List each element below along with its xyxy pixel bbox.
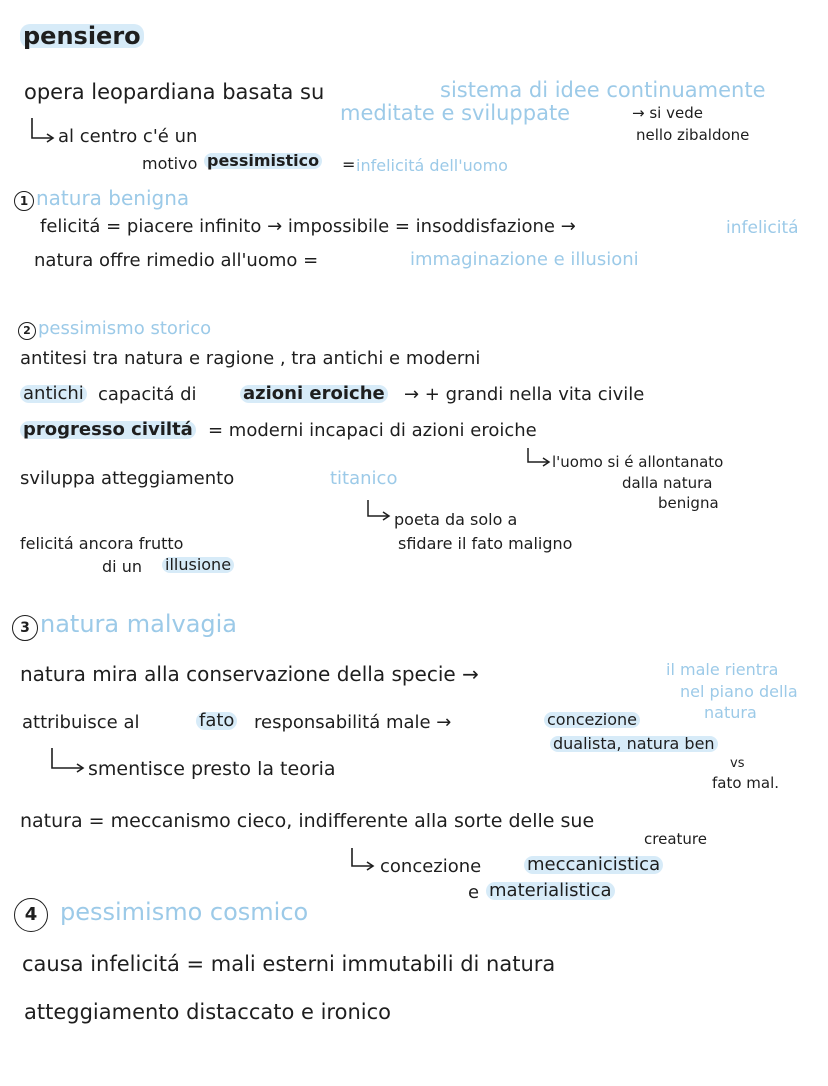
s1-line-2b: immaginazione e illusioni [410,249,639,270]
s2-line-2a: antichi [20,385,87,403]
section-4-heading [14,898,308,932]
s1-line-2a: natura offre rimedio all'uomo = [34,250,319,271]
s3-concept-k1: concezione [380,856,482,877]
intro-line-4c: = [342,155,356,174]
intro-line-4b: pessimistico [204,153,322,169]
page-title: pensiero [20,24,144,48]
intro-note-1: → si vede [632,104,703,122]
section-2-number: 2 [18,322,36,340]
intro-line-4a: motivo [142,154,198,173]
s2-felicity-2a: di un [102,557,142,576]
s2-note-3: benigna [658,494,719,512]
s3-concept-k3: e [468,882,480,903]
s1-line-1a: felicitá = piacere infinito → impossibile = insoddisfazione → [40,216,576,237]
s2-felicity-1: felicitá ancora frutto [20,534,184,553]
s3-note-1: il male rientra [666,660,779,679]
s1-line-1b: infelicitá [726,218,799,238]
intro-note-2: nello zibaldone [636,126,750,144]
s2-line-2b: capacitá di [98,384,197,405]
intro-line-1b: sistema di idee continuamente [440,78,766,102]
s2-line-2c: azioni eroiche [240,385,388,403]
section-4-title: pessimismo cosmico [60,898,309,926]
s2-line-3a: progresso civiltá [20,421,196,439]
section-3-title: natura malvagia [40,610,238,638]
s2-line-2d: → + grandi nella vita civile [404,384,645,405]
section-2-title: pessimismo storico [38,318,212,339]
intro-line-4d: infelicitá dell'uomo [356,156,508,175]
s3-concept-k2: meccanicistica [524,856,663,874]
s2-line-4b: titanico [330,468,398,489]
section-1-title: natura benigna [36,186,190,210]
s3-line-2c: responsabilitá male → [254,712,452,733]
s3-line-1a: natura mira alla conservazione della specie → [20,662,479,686]
s3-line-3: smentisce presto la teoria [88,758,336,780]
s2-note-1: l'uomo si é allontanato [552,453,724,471]
s2-line-3b: = moderni incapaci di azioni eroiche [208,420,537,441]
s3-concept-3: vs [730,756,745,771]
s3-concept-k4: materialistica [486,882,615,900]
s2-line-4a: sviluppa atteggiamento [20,468,235,489]
s4-line-1: causa infelicitá = mali esterni immutabili di natura [22,952,556,976]
s4-line-2: atteggiamento distaccato e ironico [24,1000,391,1024]
s3-note-3: natura [704,703,757,722]
s2-line-1: antitesi tra natura e ragione , tra antichi e moderni [20,348,481,369]
s3-line-4: natura = meccanismo cieco, indifferente alla sorte delle sue [20,810,595,832]
s3-concept-4: fato mal. [712,774,780,792]
s3-note-2: nel piano della [680,682,798,701]
s2-poet-2: sfidare il fato maligno [398,534,573,553]
s3-line-4b: creature [644,830,707,848]
s2-note-2: dalla natura [622,474,713,492]
s3-line-2b: fato [196,712,237,730]
s3-concept-1: concezione [544,712,640,728]
section-4-number: 4 [14,898,48,932]
s2-poet-1: poeta da solo a [394,510,518,529]
s3-line-2a: attribuisce al [22,712,140,733]
section-1-number: 1 [14,191,34,211]
s2-felicity-2b: illusione [162,557,234,573]
s3-concept-2: dualista, natura ben [550,736,718,752]
intro-line-1a: opera leopardiana basata su [24,80,325,104]
intro-line-3: al centro c'é un [58,126,198,147]
intro-line-2: meditate e sviluppate [340,101,571,125]
section-3-number: 3 [12,615,38,641]
